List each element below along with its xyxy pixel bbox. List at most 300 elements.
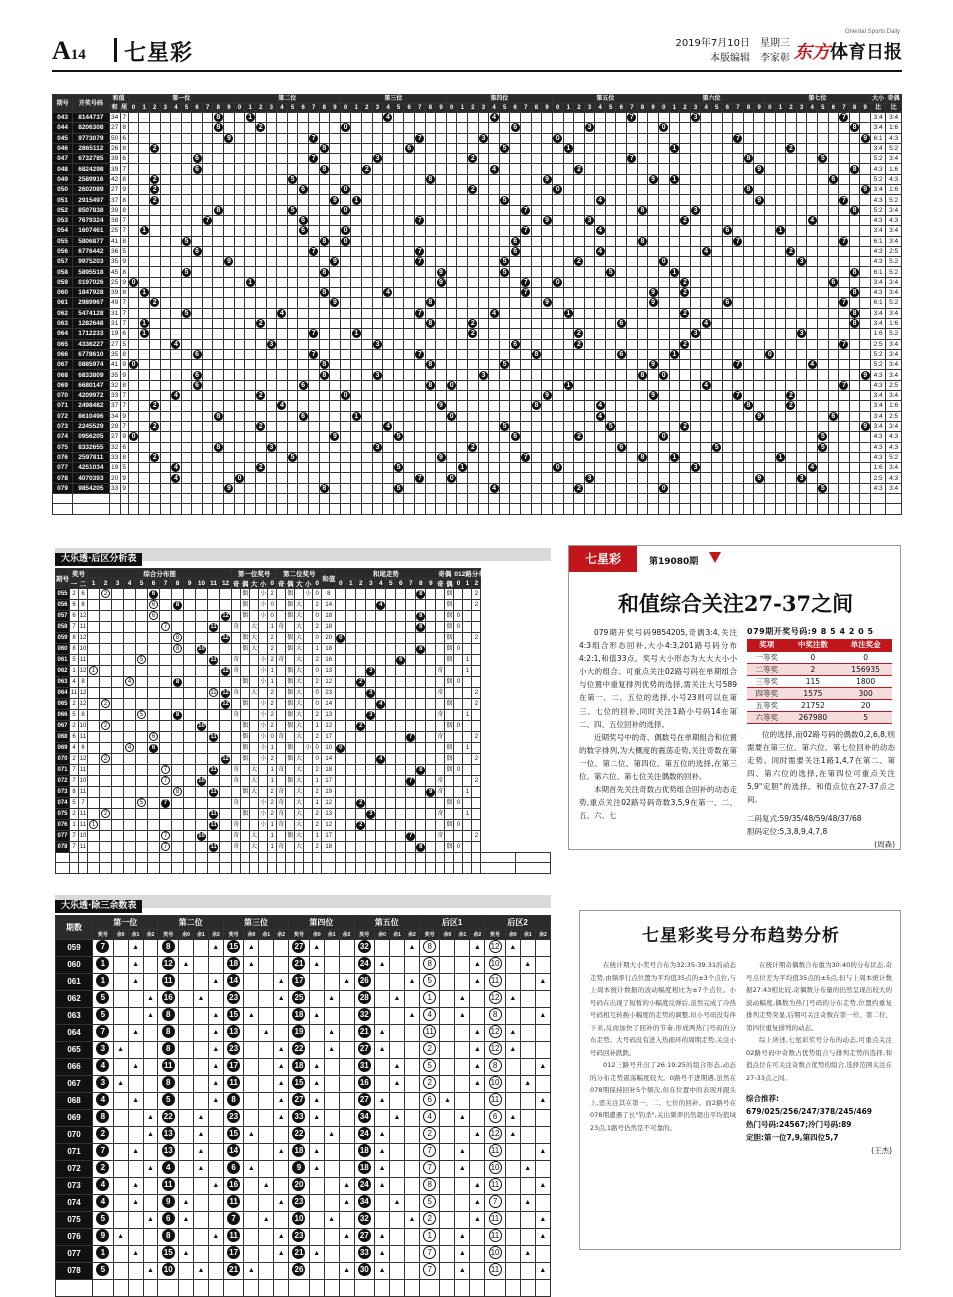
- table-row: [56, 1059, 551, 1076]
- table-row: 069 4 6 4 6 偶 小 1 偶 小 0 10 0 偶 1: [56, 743, 551, 754]
- hit-ball: 7: [161, 799, 170, 808]
- number-cell: 5474128: [73, 308, 109, 318]
- col-pos-1: 第一位: [128, 95, 234, 104]
- hit-ball: 4: [808, 463, 817, 472]
- group-header-6: 后区1: [419, 916, 484, 930]
- triangle-marker-icon: ▲: [524, 1165, 532, 1172]
- prize-ball: 21: [292, 1246, 305, 1259]
- blank-row: [56, 863, 551, 873]
- remainder-table: 期数 第一位 第二位 第三位 第四位 第五位 后区1 后区2 奖号 余0 余1 余2 奖号 余0 余1 余2 奖号 余0 余1 余2 奖号 余0 余1 余2 奖号 余0 余1 余2 奖号 余0 余1 余2 奖号 余0 余1 余2 059 7 ▲ 8 ▲ 15 ▲ 27 ▲ 32 ▲ 8 ▲ 12 ▲ 060 1 ▲ 12 ▲ 18 ▲ 21 ▲ 24 ▲ 8 ▲ 10 ▲ 061 1 ▲ 11 ▲ 14 ▲ 17 ▲ 26 ▲ 5 ▲ 11 ▲ 062 5 ▲ 16 ▲ 23 ▲ 25 ▲ 28 ▲ 1 ▲ 12 ▲ 063 5 ▲ 8 ▲ 15 ▲ 18 ▲ 32 ▲ 4 ▲ 8 ▲ 064 7 ▲ 8 ▲ 13 ▲ 19 ▲ 21 ▲ 11 ▲ 12 ▲ 065 3 ▲ 8 ▲ 23 ▲ 22 ▲ 27 ▲ 2 ▲ 12 ▲ 066 4 ▲ 11 ▲ 17 ▲ 18 ▲ 31 ▲ 5 ▲ 8 ▲ 067 3 ▲ 8 ▲ 11 ▲ 15 ▲ 16 ▲ 2 ▲ 10 ▲ 068 4 ▲ 5 ▲ 8 ▲ 27 ▲ 27 ▲ 6 ▲ 11 ▲ 069 8 ▲ 22 ▲ 23 ▲ 33 ▲ 34 ▲ 4 ▲ 6 ▲ 070 2 ▲ 13 ▲ 15 ▲ 22 ▲ 24 ▲ 2 ▲ 12 ▲ 071 7 ▲ 13 ▲ 14 ▲ 18 ▲ 18 ▲ 7 ▲ 11 ▲ 072 2 ▲ 4 ▲ 6 ▲ 9 ▲ 18 ▲ 7 ▲ 10 ▲ 073 4 ▲ 11 ▲ 16 ▲ 20 ▲ 24 ▲ 8 ▲ 11 ▲ 074 4 ▲ 9 ▲ 11 ▲ 23 ▲ 34 ▲ 5 ▲ 7 ▲ 075 5 ▲ 6 ▲ 7 ▲ 10 ▲ 32 ▲ 2 ▲ 11 ▲ 076 9 ▲ 8 ▲ 11 ▲ 23 ▲ 27 ▲ 1 ▲ 11 ▲ 077 1 ▲ 15 ▲ 17 ▲ 21 ▲ 33 ▲ 7 ▲ 10 ▲ 078 5 ▲ 10 ▲ 21 ▲ 26 ▲ 30 ▲ 7 ▲ 11 ▲: [55, 915, 551, 1297]
- hit-ball: 0: [659, 432, 668, 441]
- hit-ball: 9: [224, 257, 233, 266]
- triangle-marker-icon: ▲: [378, 1046, 386, 1053]
- triangle-marker-icon: ▲: [277, 995, 285, 1002]
- hit-ball: 1: [670, 175, 679, 184]
- tail-ball: 8: [416, 766, 425, 775]
- hit-ball: 4: [596, 412, 605, 421]
- period-cell: 061: [56, 655, 70, 666]
- hit-ball: 9: [649, 391, 658, 400]
- triangle-marker-icon: ▲: [473, 1046, 481, 1053]
- hit-ball: 12: [222, 634, 229, 641]
- hit-ball: 0: [553, 463, 562, 472]
- hit-ball: 8: [638, 453, 647, 462]
- prize-ball: 22: [162, 1110, 175, 1123]
- table-row: 067 0885974 41 9 0 8 8 5 9 7 4 5:2 3:4: [53, 360, 902, 370]
- prize-ball: 2: [423, 1212, 436, 1225]
- period-cell: 055: [53, 236, 73, 246]
- prize-ball: 10: [162, 1263, 175, 1276]
- prize-ball: 14: [227, 1144, 240, 1157]
- hit-ball: 8: [320, 144, 329, 153]
- triangle-marker-icon: ▲: [247, 1131, 255, 1138]
- hit-ball: 12: [222, 667, 229, 674]
- table-row: 076 1 11 1 11 奇 小 1 奇 大 2 12 2 偶 0: [56, 820, 551, 831]
- issue-number: 第19080期: [649, 557, 699, 567]
- table-row: 063 4 8 4 8 偶 小 1 偶 大 2 12 2 偶 0: [56, 677, 551, 688]
- hit-ball: 2: [150, 196, 159, 205]
- hit-ball: 2: [150, 185, 159, 194]
- hit-ball: 6: [511, 432, 520, 441]
- table-row: 062 5474128 31 7 5 4 7 4 1 2 8 3:4 3:4: [53, 308, 902, 318]
- period-cell: 070: [56, 1127, 93, 1144]
- hit-ball: 7: [415, 216, 424, 225]
- prize-ball: 7: [423, 1161, 436, 1174]
- period-cell: 062: [56, 991, 93, 1008]
- prize-ball: 7: [489, 1195, 502, 1208]
- table-row: 074 5 7 5 7 奇 小 2 奇 大 1 12 2 偶 0: [56, 798, 551, 809]
- hit-ball: 1: [352, 329, 361, 338]
- hit-ball: 2: [786, 401, 795, 410]
- hit-ball: 6: [617, 319, 626, 328]
- triangle-marker-icon: ▲: [247, 944, 255, 951]
- number-cell: 8507838: [73, 205, 109, 215]
- prize-table: 奖项 中奖注数 单注奖金 一等奖 0 0 二等奖 2 156935 三等奖 115 1800 四等奖 1575 300 五等奖 21752 20 六等奖 267980 5: [747, 639, 892, 724]
- issue-date: 2019年7月10日 星期三: [675, 38, 790, 49]
- group-header-7: 后区2: [485, 916, 551, 930]
- hit-ball: 11: [210, 821, 217, 828]
- hit-ball: 2: [680, 216, 689, 225]
- number-cell: 2602089: [73, 185, 109, 195]
- hit-ball: 7: [415, 350, 424, 359]
- prize-ball: 2: [423, 1076, 436, 1089]
- hit-ball: 0: [447, 412, 456, 421]
- hit-ball: 6: [723, 226, 732, 235]
- period-cell: 069: [53, 380, 73, 390]
- table-row: 075 8332655 32 6 8 3 3 2 6 5 5 4:3 4:3: [53, 442, 902, 452]
- hit-ball: 9: [330, 298, 339, 307]
- hit-ball: 8: [173, 601, 182, 610]
- table-row: 044 8206308 27 8 8 2 0 6 3 0 8 3:4 1:6: [53, 123, 902, 133]
- hit-ball: 7: [733, 360, 742, 369]
- hit-ball: 1: [564, 381, 573, 390]
- period-cell: 061: [53, 298, 73, 308]
- hit-ball: 4: [702, 247, 711, 256]
- period-cell: 059: [56, 633, 70, 644]
- table-row: [56, 1161, 551, 1178]
- triangle-marker-icon: ▲: [147, 1267, 154, 1274]
- hit-ball: 8: [320, 237, 329, 246]
- triangle-marker-icon: ▲: [313, 1148, 321, 1155]
- hit-ball: 6: [829, 412, 838, 421]
- hit-ball: 6: [723, 298, 732, 307]
- article-col-1: 在统计期大小奖号合布为32:35-39:31的动态走势,由频率行点位置为平均值35点的±3个点位,与上周本统计数据的波动幅度相比为±7个点位。小号码在出现了短暂的小幅度反弹后,虽然完成了冷热号码相互转换小幅度的走势的调整,但小号码没有伴下来,反而加快了回补的节奏,形成两热门号码的分布走势。大号码没有进入热循环的周期走势,关注小号码回补跌跌。 012三路号开出了26:19:25的组合形态,动态的分布走势震荡幅度较大。0路号不进期遇,虽然在078期保持回补5个频次,但在位置中的表现并跟头上,需关注其在第一、二、七位的回补。而2路号在078期遭遇了长"钓杀",关出频率仍然超出平均值域23点,1路号仍然是不可靠的。: [590, 961, 736, 1132]
- hit-ball: 8: [638, 371, 647, 380]
- table-row: 049 2589916 42 8 2 5 8 9 9 1 6 5:2 4:3: [53, 174, 902, 184]
- tail-ball: 8: [416, 623, 425, 632]
- table-row: 066 6778610 35 8 6 7 7 8 6 1 0 5:2 3:4: [53, 349, 902, 359]
- triangle-marker-icon: ▲: [117, 1046, 125, 1053]
- hit-ball: 4: [383, 422, 392, 431]
- triangle-marker-icon: ▲: [539, 1097, 547, 1104]
- tail-ball: 4: [376, 601, 385, 610]
- period-cell: 075: [56, 809, 70, 820]
- hit-ball: 9: [755, 196, 764, 205]
- triangle-marker-icon: ▲: [509, 1114, 517, 1121]
- prize-ball: 8: [423, 957, 436, 970]
- hit-ball: 4: [277, 401, 286, 410]
- hit-ball: 6: [511, 123, 520, 132]
- table-row: [56, 1195, 551, 1212]
- prize-ball: 5: [96, 1008, 109, 1021]
- hit-ball: 3: [373, 371, 382, 380]
- table-row: 075 2 11 2 11 偶 小 2 奇 大 2 13 3 奇 1: [56, 809, 551, 820]
- hit-ball: 6: [193, 247, 202, 256]
- prize-ball: 22: [292, 1127, 305, 1140]
- hit-ball: 1: [140, 329, 149, 338]
- triangle-marker-icon: ▲: [262, 1216, 270, 1223]
- table-row: 073 2245529 29 7 2 2 4 5 5 2 9 3:4 3:4: [53, 421, 902, 431]
- col-pos-2: 第二位: [234, 95, 340, 104]
- prize-row: 五等奖 21752 20: [747, 699, 892, 711]
- prize-ball: 5: [423, 974, 436, 987]
- prize-ball: 8: [162, 1008, 175, 1021]
- hit-ball: 8: [744, 401, 753, 410]
- tail-ball: 6: [396, 656, 405, 665]
- prize-ball: 20: [292, 1178, 305, 1191]
- hit-ball: 0: [341, 123, 350, 132]
- hit-ball: 0: [129, 278, 138, 287]
- period-cell: 065: [56, 699, 70, 710]
- hit-ball: 1: [140, 226, 149, 235]
- hit-ball: 3: [585, 123, 594, 132]
- triangle-marker-icon: ▲: [539, 1012, 547, 1019]
- hit-ball: 9: [755, 165, 764, 174]
- prize-ball: 15: [162, 1246, 175, 1259]
- triangle-marker-icon: ▲: [313, 1097, 321, 1104]
- hit-ball: 8: [850, 206, 859, 215]
- hit-ball: 7: [415, 474, 424, 483]
- prize-ball: 23: [227, 1042, 240, 1055]
- col-pos-4: 第四位: [446, 95, 552, 104]
- hit-ball: 8: [744, 154, 753, 163]
- triangle-marker-icon: ▲: [393, 1063, 401, 1070]
- hit-ball: 2: [786, 144, 795, 153]
- period-cell: 073: [53, 421, 73, 431]
- blank-row: [56, 1280, 551, 1297]
- hit-ball: 2: [574, 484, 583, 493]
- prize-ball: 2: [96, 1127, 109, 1140]
- prize-ball: 22: [292, 1042, 305, 1055]
- hit-ball: 4: [277, 309, 286, 318]
- triangle-marker-icon: ▲: [247, 1267, 255, 1274]
- triangle-marker-icon: ▲: [343, 1267, 351, 1274]
- period-cell: 069: [56, 1110, 93, 1127]
- prize-ball: 18: [292, 1059, 305, 1072]
- period-cell: 059: [56, 940, 93, 957]
- tail-ball: 2: [356, 821, 365, 830]
- number-cell: 4209972: [73, 391, 109, 401]
- prize-ball: 15: [227, 1127, 240, 1140]
- hit-ball: 2: [574, 340, 583, 349]
- prize-ball: 8: [423, 940, 436, 953]
- table-row: [56, 1008, 551, 1025]
- hit-ball: 11: [210, 810, 217, 817]
- prize-ball: 5: [423, 1195, 436, 1208]
- prize-ball: 23: [227, 1110, 240, 1123]
- period-cell: 062: [56, 666, 70, 677]
- period-cell: 070: [56, 754, 70, 765]
- table-row: 051 2915497 37 8 2 9 1 5 4 9 7 4:3 5:2: [53, 195, 902, 205]
- prize-ball: 1: [96, 974, 109, 987]
- hit-ball: 6: [299, 412, 308, 421]
- triangle-marker-icon: ▲: [212, 978, 220, 985]
- hit-ball: 8: [744, 185, 753, 194]
- number-cell: 2498482: [73, 401, 109, 411]
- hit-ball: 4: [702, 381, 711, 390]
- triangle-marker-icon: ▲: [262, 1029, 270, 1036]
- tail-ball: 7: [406, 777, 415, 786]
- hit-ball: 4: [596, 247, 605, 256]
- hit-ball: 7: [521, 288, 530, 297]
- hit-ball: 4: [808, 360, 817, 369]
- period-cell: 060: [56, 644, 70, 655]
- col-pos-7: 第七位: [765, 95, 871, 104]
- col-jo: 奇偶: [887, 96, 900, 102]
- section-title: 七星彩: [124, 41, 194, 66]
- prize-ball: 7: [96, 1025, 109, 1038]
- prize-ball: 21: [227, 1263, 240, 1276]
- triangle-marker-icon: ▲: [182, 1250, 190, 1257]
- period-cell: 078: [53, 473, 73, 483]
- table-row: [56, 1042, 551, 1059]
- hit-ball: 6: [193, 381, 202, 390]
- triangle-marker-icon: ▲: [277, 1063, 285, 1070]
- triangle-marker-icon: ▲: [212, 1097, 220, 1104]
- hit-ball: 11: [210, 690, 217, 696]
- hit-ball: 5: [288, 453, 297, 462]
- triangle-marker-icon: ▲: [343, 978, 351, 985]
- hit-ball: 7: [733, 391, 742, 400]
- hit-ball: 6: [193, 350, 202, 359]
- table-row: 063 1282648 31 7 1 2 8 2 6 4 8 3:4 1:6: [53, 318, 902, 328]
- triangle-marker-icon: ▲: [343, 1199, 351, 1206]
- triangle-marker-icon: ▲: [473, 1131, 481, 1138]
- triangle-marker-icon: ▲: [277, 1233, 285, 1240]
- number-cell: 9773079: [73, 133, 109, 143]
- period-cell: 046: [53, 143, 73, 153]
- hit-ball: 2: [256, 422, 265, 431]
- hit-ball: 9: [543, 298, 552, 307]
- prize-ball: 11: [162, 1059, 175, 1072]
- period-cell: 063: [56, 677, 70, 688]
- prize-ball: 10: [489, 1076, 502, 1089]
- table-row: [56, 1212, 551, 1229]
- period-cell: 061: [56, 974, 93, 991]
- col-period: 期号: [53, 95, 73, 113]
- hit-ball: 7: [521, 226, 530, 235]
- number-cell: 6732785: [73, 154, 109, 164]
- table-row: 066 5 8 5 8 奇 小 2 偶 大 2 13 3 奇 1: [56, 710, 551, 721]
- prize-ball: 8: [489, 1059, 502, 1072]
- table-row: 047 6732785 39 6 6 7 3 2 7 8 5 5:2 3:4: [53, 154, 902, 164]
- remainder-title-bar: 大乐透·除三余数表: [55, 895, 551, 908]
- period-cell: 065: [53, 339, 73, 349]
- hit-ball: 9: [224, 134, 233, 143]
- triangle-marker-icon: ▲: [378, 961, 386, 968]
- prize-ball: 32: [358, 1008, 371, 1021]
- prize-ball: 11: [489, 1144, 502, 1157]
- prize-ball: 11: [162, 1178, 175, 1191]
- prize-ball: 9: [162, 1195, 175, 1208]
- hit-ball: 6: [829, 175, 838, 184]
- hit-ball: 1: [670, 144, 679, 153]
- hit-ball: 4: [490, 165, 499, 174]
- prize-ball: 24: [358, 1127, 371, 1140]
- hit-ball: 5: [500, 257, 509, 266]
- prize-ball: 2: [423, 1127, 436, 1140]
- tail-ball: 3: [366, 711, 375, 720]
- hit-ball: 3: [479, 371, 488, 380]
- number-cell: 6833809: [73, 370, 109, 380]
- number-cell: 2865112: [73, 143, 109, 153]
- hit-ball: 2: [101, 699, 110, 708]
- hit-ball: 4: [596, 226, 605, 235]
- hit-ball: 6: [149, 600, 158, 609]
- number-cell: 1607461: [73, 226, 109, 236]
- table-row: [56, 1178, 551, 1195]
- triangle-marker-icon: ▲: [524, 1080, 532, 1087]
- triangle-marker-icon: ▲: [313, 1012, 321, 1019]
- hit-ball: 7: [521, 278, 530, 287]
- triangle-marker-icon: ▲: [132, 944, 140, 951]
- hit-ball: 5: [137, 710, 146, 719]
- hit-ball: 3: [585, 474, 594, 483]
- hit-ball: 5: [500, 268, 509, 277]
- hit-ball: 8: [320, 371, 329, 380]
- hit-ball: 7: [733, 237, 742, 246]
- hit-ball: 6: [299, 216, 308, 225]
- hit-ball: 2: [101, 754, 110, 763]
- hit-ball: 8: [638, 237, 647, 246]
- triangle-marker-icon: ▲: [473, 1080, 481, 1087]
- prize-ball: 7: [423, 1246, 436, 1259]
- triangle-marker-icon: ▲: [343, 1233, 351, 1240]
- hit-ball: 6: [149, 744, 158, 753]
- table-row: 059 0197026 25 9 0 1 9 7 0 2 6 3:4 3:4: [53, 277, 902, 287]
- triangle-marker-icon: ▲: [458, 1233, 466, 1240]
- hit-ball: 9: [861, 422, 870, 431]
- table-row: 052 8507838 39 8 8 5 0 7 8 3 8 5:2 3:4: [53, 205, 902, 215]
- triangle-marker-icon: ▲: [458, 1114, 466, 1121]
- table-row: [56, 1076, 551, 1093]
- table-row: 072 7 10 7 10 奇 大 1 偶 大 1 17 7 奇 2: [56, 776, 551, 787]
- hit-ball: 3: [691, 206, 700, 215]
- triangle-marker-icon: ▲: [277, 978, 285, 985]
- hit-ball: 2: [150, 298, 159, 307]
- triangle-marker-icon: ▲: [473, 1029, 481, 1036]
- table-row: 058 7 11 7 11 奇 大 1 奇 大 2 18 8 偶 0: [56, 622, 551, 633]
- period-cell: 067: [56, 1076, 93, 1093]
- prize-ball: 11: [162, 974, 175, 987]
- triangle-marker-icon: ▲: [247, 961, 255, 968]
- prize-ball: 12: [489, 1042, 502, 1055]
- triangle-marker-icon: ▲: [313, 1080, 321, 1087]
- article-title: 七星彩奖号分布趋势分析: [642, 926, 840, 946]
- hit-ball: 5: [394, 484, 403, 493]
- hit-ball: 3: [267, 340, 276, 349]
- prize-ball: 27: [292, 940, 305, 953]
- hit-ball: 2: [574, 432, 583, 441]
- period-cell: 048: [53, 164, 73, 174]
- prize-ball: 12: [489, 1127, 502, 1140]
- hit-ball: 3: [373, 340, 382, 349]
- prize-ball: 1: [423, 991, 436, 1004]
- hit-ball: 7: [161, 622, 170, 631]
- hit-ball: 7: [839, 298, 848, 307]
- prize-ball: 5: [96, 991, 109, 1004]
- tail-ball: 9: [426, 788, 435, 797]
- hit-ball: 5: [818, 432, 827, 441]
- prize-ball: 19: [292, 1025, 305, 1038]
- hit-ball: 0: [447, 474, 456, 483]
- hit-ball: 5: [500, 360, 509, 369]
- triangle-marker-icon: ▲: [117, 1233, 125, 1240]
- triangle-marker-icon: ▲: [147, 1165, 154, 1172]
- logo-english: Oriental Sports Daily: [844, 29, 900, 35]
- prize-ball: 11: [227, 1229, 240, 1242]
- prize-ball: 33: [358, 1246, 371, 1259]
- header-rule: [52, 70, 902, 72]
- triangle-marker-icon: ▲: [408, 1216, 416, 1223]
- prize-ball: 23: [292, 1229, 305, 1242]
- prize-ball: 3: [96, 1042, 109, 1055]
- triangle-marker-icon: ▲: [132, 1182, 140, 1189]
- table-row: 055 2 6 2 6 偶 小 2 偶 小 0 8 8 偶 2: [56, 589, 551, 600]
- prize-ball: 7: [227, 1212, 240, 1225]
- triangle-marker-icon: ▲: [408, 1012, 416, 1019]
- number-cell: 9854205: [73, 483, 109, 493]
- prize-ball: 7: [423, 1144, 436, 1157]
- prize-ball: 33: [292, 1110, 305, 1123]
- prize-ball: 6: [162, 1212, 175, 1225]
- hit-ball: 6: [617, 350, 626, 359]
- hit-ball: 2: [786, 247, 795, 256]
- triangle-marker-icon: ▲: [539, 1267, 547, 1274]
- table-row: 046 2865112 26 8 2 8 6 5 1 1 2 3:4 5:2: [53, 143, 902, 153]
- prize-ball: 8: [96, 1110, 109, 1123]
- period-cell: 066: [53, 349, 73, 359]
- prize-ball: 26: [358, 974, 371, 987]
- hit-ball: 8: [426, 175, 435, 184]
- prize-ball: 21: [358, 1025, 371, 1038]
- triangle-marker-icon: ▲: [393, 1114, 401, 1121]
- prize-ball: 4: [423, 1008, 436, 1021]
- hit-ball: 5: [606, 268, 615, 277]
- prize-ball: 7: [96, 1144, 109, 1157]
- col-pos-3: 第三位: [340, 95, 446, 104]
- hit-ball: 11: [210, 656, 217, 663]
- triangle-marker-icon: ▲: [313, 1250, 321, 1257]
